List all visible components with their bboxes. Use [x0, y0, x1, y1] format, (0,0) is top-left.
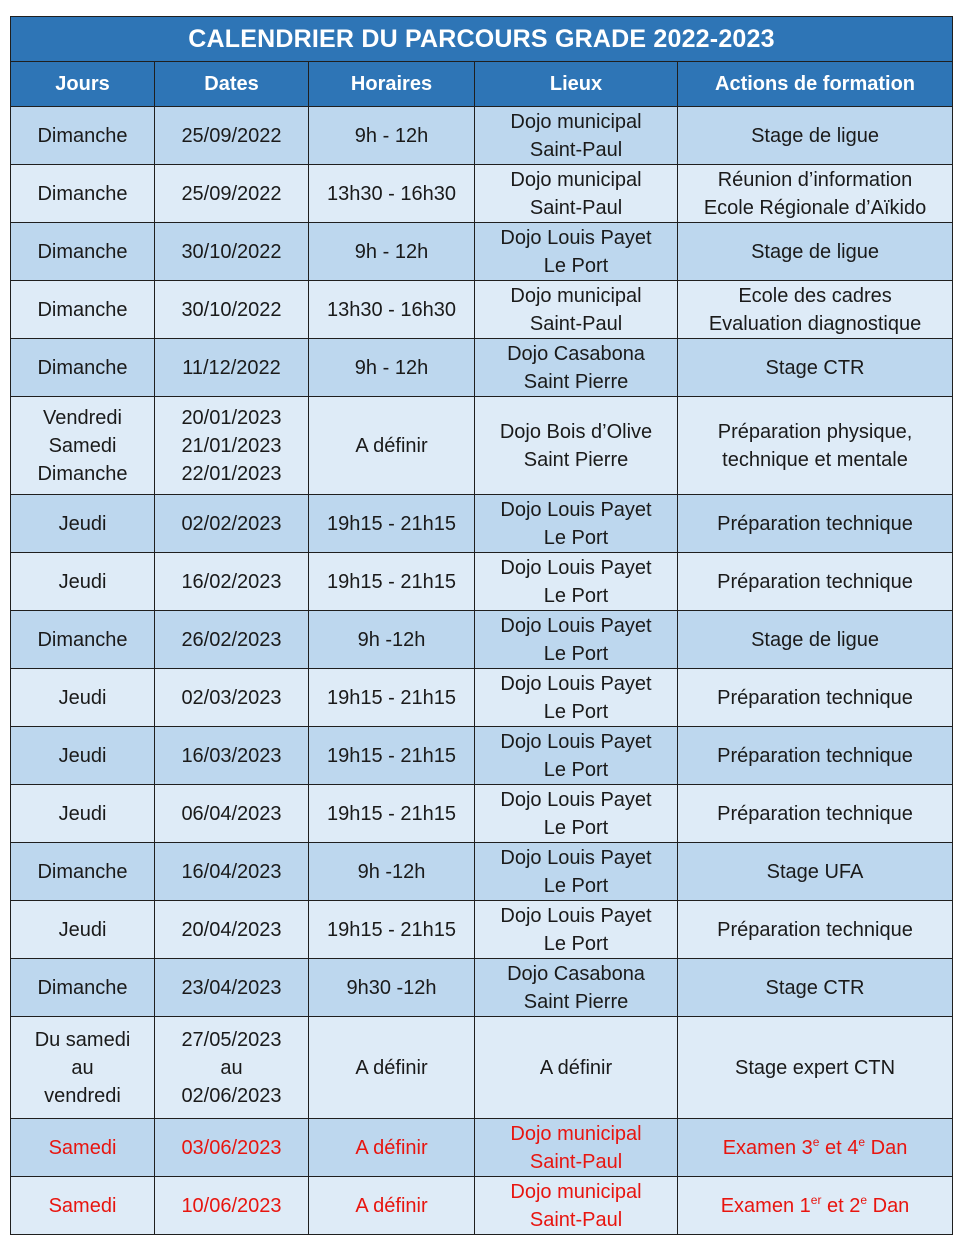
cell-line: Le Port	[543, 758, 609, 781]
cell-actions	[678, 281, 953, 339]
cell-line: au	[220, 1056, 243, 1079]
cell-horaires	[309, 843, 475, 901]
table-row	[11, 223, 953, 281]
cell-line: Vendredi	[43, 406, 122, 429]
cell-line: Dojo Louis Payet	[500, 730, 652, 753]
cell-actions	[678, 223, 953, 281]
cell-line: 27/05/2023	[181, 1028, 282, 1051]
cell-line: A définir	[355, 1056, 428, 1079]
cell-jours	[11, 843, 155, 901]
cell-horaires	[309, 107, 475, 165]
cell-horaires	[309, 611, 475, 669]
cell-lieux	[475, 785, 678, 843]
cell-line: Dojo Louis Payet	[500, 614, 652, 637]
cell-line: Stage UFA	[766, 860, 864, 883]
cell-line: Jeudi	[58, 918, 107, 941]
cell-line: Dimanche	[37, 462, 128, 485]
cell-dates	[155, 785, 309, 843]
cell-actions	[678, 843, 953, 901]
cell-line: Stage expert CTN	[734, 1056, 896, 1079]
cell-line: Stage CTR	[765, 976, 865, 999]
cell-jours	[11, 901, 155, 959]
cell-line: 25/09/2022	[181, 182, 282, 205]
cell-line: Dimanche	[37, 860, 128, 883]
cell-line: Saint-Paul	[529, 196, 623, 219]
cell-line: 22/01/2023	[181, 462, 282, 485]
cell-line: 9h - 12h	[354, 240, 429, 263]
table-row	[11, 397, 953, 495]
cell-lieux	[475, 397, 678, 495]
superscript: e	[860, 1192, 868, 1207]
cell-actions	[678, 1017, 953, 1119]
cell-line: Dimanche	[37, 124, 128, 147]
cell-line: technique et mentale	[722, 448, 908, 471]
table-title: CALENDRIER DU PARCOURS GRADE 2022-2023	[11, 17, 953, 62]
cell-jours	[11, 165, 155, 223]
cell-line: Stage de ligue	[751, 628, 879, 651]
cell-line: Dojo Louis Payet	[500, 498, 652, 521]
cell-line: 13h30 - 16h30	[326, 298, 456, 321]
cell-actions	[678, 959, 953, 1017]
cell-line: au	[71, 1056, 94, 1079]
cell-line: Préparation technique	[717, 512, 913, 535]
cell-line: Saint Pierre	[523, 370, 629, 393]
cell-line: 30/10/2022	[181, 240, 282, 263]
cell-line: Ecole Régionale d’Aïkido	[703, 196, 927, 219]
cell-actions	[678, 1177, 953, 1235]
cell-line: Jeudi	[58, 744, 107, 767]
cell-lieux	[475, 843, 678, 901]
cell-line: Le Port	[543, 932, 609, 955]
cell-line: 9h - 12h	[354, 124, 429, 147]
cell-line: 19h15 - 21h15	[326, 744, 456, 767]
cell-dates	[155, 727, 309, 785]
table-row	[11, 339, 953, 397]
cell-line: 19h15 - 21h15	[326, 512, 456, 535]
cell-line: 23/04/2023	[181, 976, 282, 999]
cell-horaires	[309, 223, 475, 281]
cell-line: Préparation technique	[717, 918, 913, 941]
cell-jours	[11, 397, 155, 495]
cell-line: Stage CTR	[765, 356, 865, 379]
cell-line: Dimanche	[37, 298, 128, 321]
header-jours: Jours	[11, 62, 155, 107]
cell-line: Dojo Louis Payet	[500, 556, 652, 579]
cell-dates	[155, 611, 309, 669]
table-row	[11, 669, 953, 727]
cell-jours	[11, 1017, 155, 1119]
cell-lieux	[475, 1017, 678, 1119]
cell-line: 16/04/2023	[181, 860, 282, 883]
cell-line: 19h15 - 21h15	[326, 686, 456, 709]
cell-actions	[678, 553, 953, 611]
calendar-table	[10, 16, 953, 1235]
cell-line: Dojo Louis Payet	[500, 788, 652, 811]
table-row	[11, 727, 953, 785]
cell-line: Ecole des cadres	[738, 284, 892, 307]
cell-line: Du samedi	[34, 1028, 131, 1051]
cell-lieux	[475, 1177, 678, 1235]
superscript: er	[810, 1192, 822, 1207]
cell-line: Dimanche	[37, 628, 128, 651]
cell-line: 11/12/2022	[182, 356, 281, 379]
table-row	[11, 1017, 953, 1119]
cell-lieux	[475, 107, 678, 165]
cell-line: Dojo Louis Payet	[500, 846, 652, 869]
cell-actions	[678, 901, 953, 959]
cell-lieux	[475, 901, 678, 959]
cell-line: Le Port	[543, 254, 609, 277]
cell-actions	[678, 107, 953, 165]
table-row	[11, 843, 953, 901]
cell-line: 19h15 - 21h15	[326, 802, 456, 825]
cell-jours	[11, 223, 155, 281]
table-row-exam	[11, 1119, 953, 1177]
cell-jours: Samedi	[11, 1177, 155, 1235]
header-dates: Dates	[155, 62, 309, 107]
cell-dates: 03/06/2023	[155, 1119, 309, 1177]
superscript: e	[858, 1134, 866, 1149]
cell-line: vendredi	[44, 1084, 121, 1107]
cell-line: Dimanche	[37, 182, 128, 205]
cell-line: 30/10/2022	[181, 298, 282, 321]
cell-line: 13h30 - 16h30	[326, 182, 456, 205]
header-horaires: Horaires	[309, 62, 475, 107]
cell-horaires	[309, 281, 475, 339]
calendar-container	[10, 16, 952, 1235]
cell-line: Préparation physique,	[717, 420, 913, 443]
cell-dates	[155, 553, 309, 611]
cell-jours	[11, 339, 155, 397]
cell-horaires	[309, 553, 475, 611]
cell-line: 16/02/2023	[181, 570, 282, 593]
cell-line: Saint-Paul	[529, 1208, 623, 1231]
cell-dates	[155, 397, 309, 495]
cell-dates	[155, 281, 309, 339]
cell-lieux	[475, 165, 678, 223]
cell-actions	[678, 165, 953, 223]
action-text: Examen 1	[720, 1194, 811, 1217]
cell-line: Dojo Louis Payet	[500, 672, 652, 695]
cell-jours: Samedi	[11, 1119, 155, 1177]
cell-line: Dojo Casabona	[507, 342, 645, 365]
cell-actions	[678, 611, 953, 669]
cell-actions	[678, 495, 953, 553]
cell-line: Jeudi	[58, 512, 107, 535]
cell-line: Réunion d’information	[717, 168, 913, 191]
superscript: e	[812, 1134, 820, 1149]
cell-line: 06/04/2023	[181, 802, 282, 825]
cell-horaires	[309, 339, 475, 397]
cell-line: Préparation technique	[717, 744, 913, 767]
cell-line: Saint Pierre	[523, 990, 629, 1013]
cell-line: 9h - 12h	[354, 356, 429, 379]
cell-horaires	[309, 669, 475, 727]
cell-line: 16/03/2023	[181, 744, 282, 767]
cell-lieux	[475, 553, 678, 611]
cell-line: Evaluation diagnostique	[708, 312, 922, 335]
table-row	[11, 901, 953, 959]
header-actions: Actions de formation	[678, 62, 953, 107]
cell-lieux	[475, 495, 678, 553]
cell-line: 19h15 - 21h15	[326, 918, 456, 941]
table-row	[11, 553, 953, 611]
cell-line: Préparation technique	[717, 802, 913, 825]
cell-dates	[155, 495, 309, 553]
cell-jours	[11, 959, 155, 1017]
cell-line: Dimanche	[37, 356, 128, 379]
cell-dates	[155, 669, 309, 727]
cell-line: Le Port	[543, 526, 609, 549]
cell-lieux	[475, 281, 678, 339]
action-text: Dan	[867, 1194, 910, 1217]
cell-line: 02/02/2023	[181, 512, 282, 535]
cell-jours	[11, 785, 155, 843]
cell-dates	[155, 1017, 309, 1119]
cell-horaires	[309, 1017, 475, 1119]
cell-line: 9h30 -12h	[346, 976, 437, 999]
cell-horaires	[309, 165, 475, 223]
cell-line: A définir	[539, 1056, 613, 1079]
cell-line: Dojo Bois d’Olive	[499, 420, 653, 443]
cell-jours	[11, 107, 155, 165]
cell-line: 20/04/2023	[181, 918, 282, 941]
table-row	[11, 107, 953, 165]
cell-horaires	[309, 901, 475, 959]
cell-lieux	[475, 727, 678, 785]
cell-line: 26/02/2023	[181, 628, 282, 651]
cell-line: Le Port	[543, 642, 609, 665]
cell-line: Samedi	[48, 434, 117, 457]
table-row	[11, 495, 953, 553]
cell-line: Dojo municipal	[510, 284, 642, 307]
table-row	[11, 611, 953, 669]
cell-lieux	[475, 1119, 678, 1177]
cell-line: 02/06/2023	[181, 1084, 282, 1107]
cell-line: Dojo municipal	[510, 168, 642, 191]
cell-horaires	[309, 495, 475, 553]
action-text: Dan	[865, 1136, 908, 1159]
cell-horaires	[309, 959, 475, 1017]
cell-line: 9h -12h	[357, 628, 426, 651]
cell-line: Le Port	[543, 816, 609, 839]
cell-line: Dimanche	[37, 240, 128, 263]
cell-actions	[678, 785, 953, 843]
cell-line: Le Port	[543, 584, 609, 607]
cell-line: Jeudi	[58, 686, 107, 709]
cell-line: 20/01/2023	[181, 406, 282, 429]
cell-horaires: A définir	[309, 1177, 475, 1235]
action-text: et 2	[821, 1194, 861, 1217]
cell-line: Dojo Louis Payet	[500, 226, 652, 249]
cell-horaires	[309, 397, 475, 495]
table-row-exam	[11, 1177, 953, 1235]
cell-actions	[678, 669, 953, 727]
cell-line: Préparation technique	[717, 570, 913, 593]
cell-dates	[155, 223, 309, 281]
cell-lieux	[475, 339, 678, 397]
cell-line: Dojo municipal	[510, 1180, 642, 1203]
cell-dates: 10/06/2023	[155, 1177, 309, 1235]
cell-line: A définir	[355, 434, 428, 457]
cell-actions	[678, 1119, 953, 1177]
cell-actions	[678, 397, 953, 495]
cell-lieux	[475, 669, 678, 727]
cell-line: Saint Pierre	[523, 448, 629, 471]
action-text: Examen 3	[722, 1136, 813, 1159]
cell-line: Dojo Casabona	[507, 962, 645, 985]
cell-line: Jeudi	[58, 570, 107, 593]
cell-jours	[11, 669, 155, 727]
cell-actions	[678, 727, 953, 785]
cell-line: Le Port	[543, 874, 609, 897]
cell-line: Stage de ligue	[751, 240, 879, 263]
cell-line: Jeudi	[58, 802, 107, 825]
cell-lieux	[475, 959, 678, 1017]
table-row	[11, 165, 953, 223]
cell-dates	[155, 339, 309, 397]
cell-jours	[11, 727, 155, 785]
cell-lieux	[475, 223, 678, 281]
cell-jours	[11, 553, 155, 611]
cell-dates	[155, 959, 309, 1017]
cell-line: Dojo municipal	[510, 110, 642, 133]
cell-line: Dojo Louis Payet	[500, 904, 652, 927]
cell-line: 9h -12h	[357, 860, 426, 883]
cell-lieux	[475, 611, 678, 669]
table-body	[11, 107, 953, 1235]
cell-line: Le Port	[543, 700, 609, 723]
cell-line: 21/01/2023	[181, 434, 282, 457]
header-lieux: Lieux	[475, 62, 678, 107]
cell-line: Saint-Paul	[529, 1150, 623, 1173]
cell-dates	[155, 165, 309, 223]
cell-line: 19h15 - 21h15	[326, 570, 456, 593]
cell-horaires	[309, 727, 475, 785]
cell-jours	[11, 611, 155, 669]
cell-line: Saint-Paul	[529, 138, 623, 161]
cell-line: Dojo municipal	[510, 1122, 642, 1145]
cell-dates	[155, 843, 309, 901]
cell-line: Préparation technique	[717, 686, 913, 709]
table-row	[11, 785, 953, 843]
cell-actions	[678, 339, 953, 397]
table-row	[11, 281, 953, 339]
cell-line: Stage de ligue	[751, 124, 879, 147]
cell-dates	[155, 107, 309, 165]
action-text: et 4	[819, 1136, 859, 1159]
cell-line: 02/03/2023	[181, 686, 282, 709]
cell-line: Dimanche	[37, 976, 128, 999]
cell-line: Saint-Paul	[529, 312, 623, 335]
table-row	[11, 959, 953, 1017]
cell-horaires: A définir	[309, 1119, 475, 1177]
cell-jours	[11, 495, 155, 553]
cell-dates	[155, 901, 309, 959]
cell-horaires	[309, 785, 475, 843]
cell-jours	[11, 281, 155, 339]
cell-line: 25/09/2022	[181, 124, 282, 147]
